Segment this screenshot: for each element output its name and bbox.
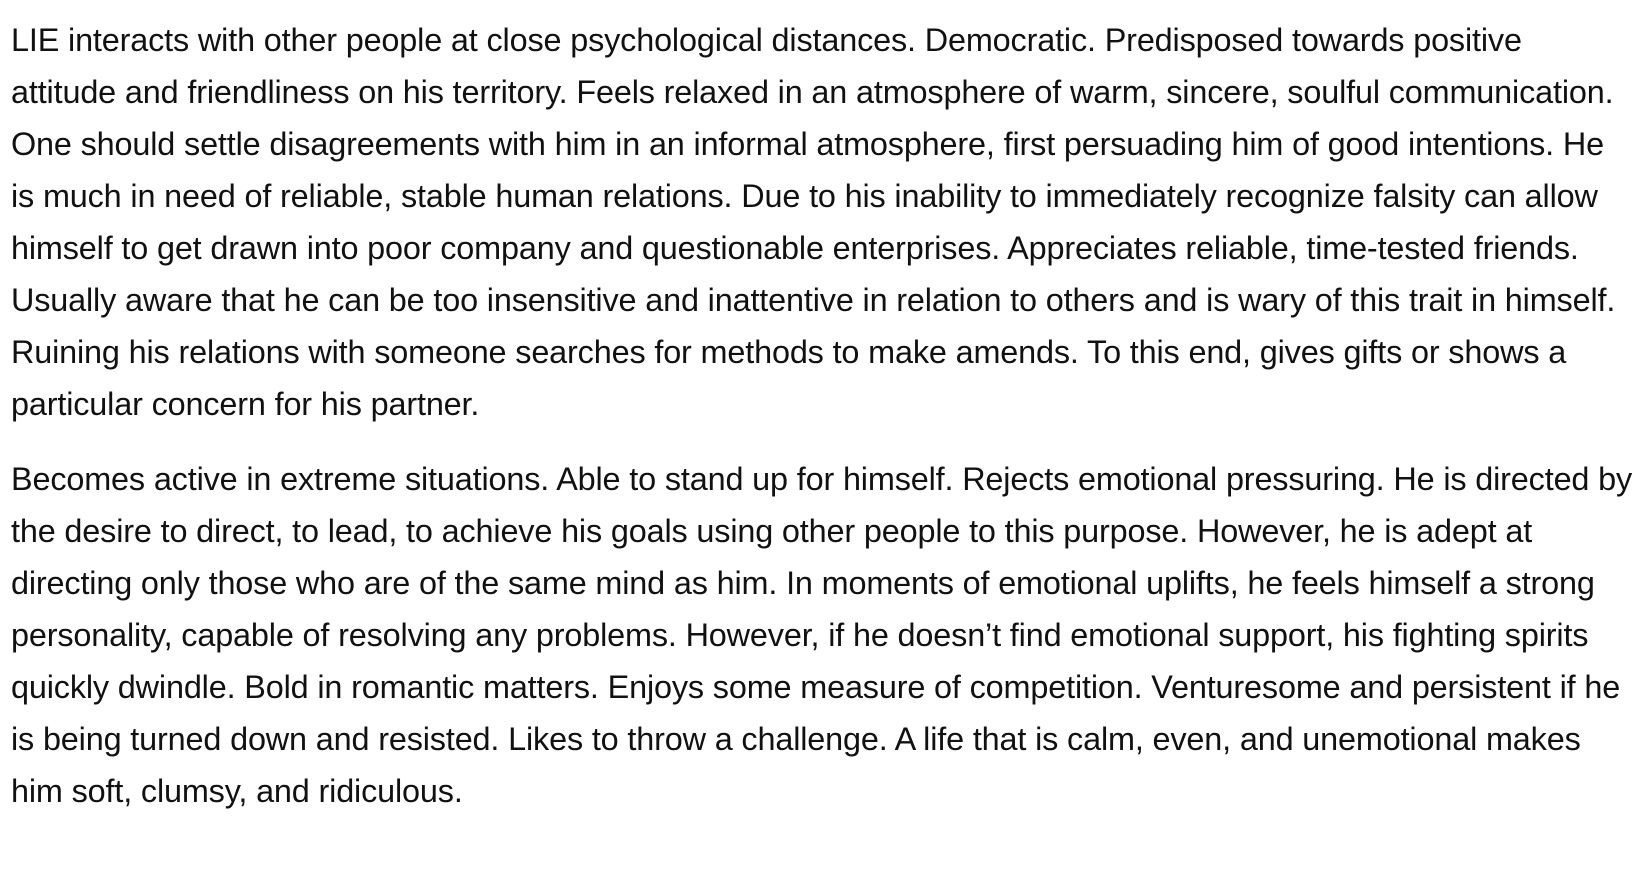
paragraph-activity: Becomes active in extreme situations. Able to stand up for himself. Rejects emotional pressuring. He is directed by the desire to direct, to lead, to achieve his goals using other people to this purpose. However, he is adept at directing only those who are of the same mind as him. In moments of emotional uplifts, he feels himself a strong personality, capable of resolving any problems. However, if he doesn’t find emotional support, his fighting spirits quickly dwindle. Bold in romantic matters. Enjoys some measure of competition. Venturesome and persistent if he is being turned down and resisted. Likes to throw a challenge. A life that is calm, even, and unemotional makes him soft, clumsy, and ridiculous. (11, 461, 1633, 809)
paragraph-relations: LIE interacts with other people at close psychological distances. Democratic. Predisposed towards positive attitude and friendliness on his territory. Feels relaxed in an atmosphere of warm, sincere, soulful communication. One should settle disagreements with him in an informal atmosphere, first persuading him of good intentions. He is much in need of reliable, stable human relations. Due to his inability to immediately recognize falsity can allow himself to get drawn into poor company and questionable enterprises. Appreciates reliable, time-tested friends. Usually aware that he can be too insensitive and inattentive in relation to others and is wary of this trait in himself. Ruining his relations with someone searches for methods to make amends. To this end, gives gifts or shows a particular concern for his partner. (11, 22, 1616, 422)
document-body (11, 14, 1633, 817)
